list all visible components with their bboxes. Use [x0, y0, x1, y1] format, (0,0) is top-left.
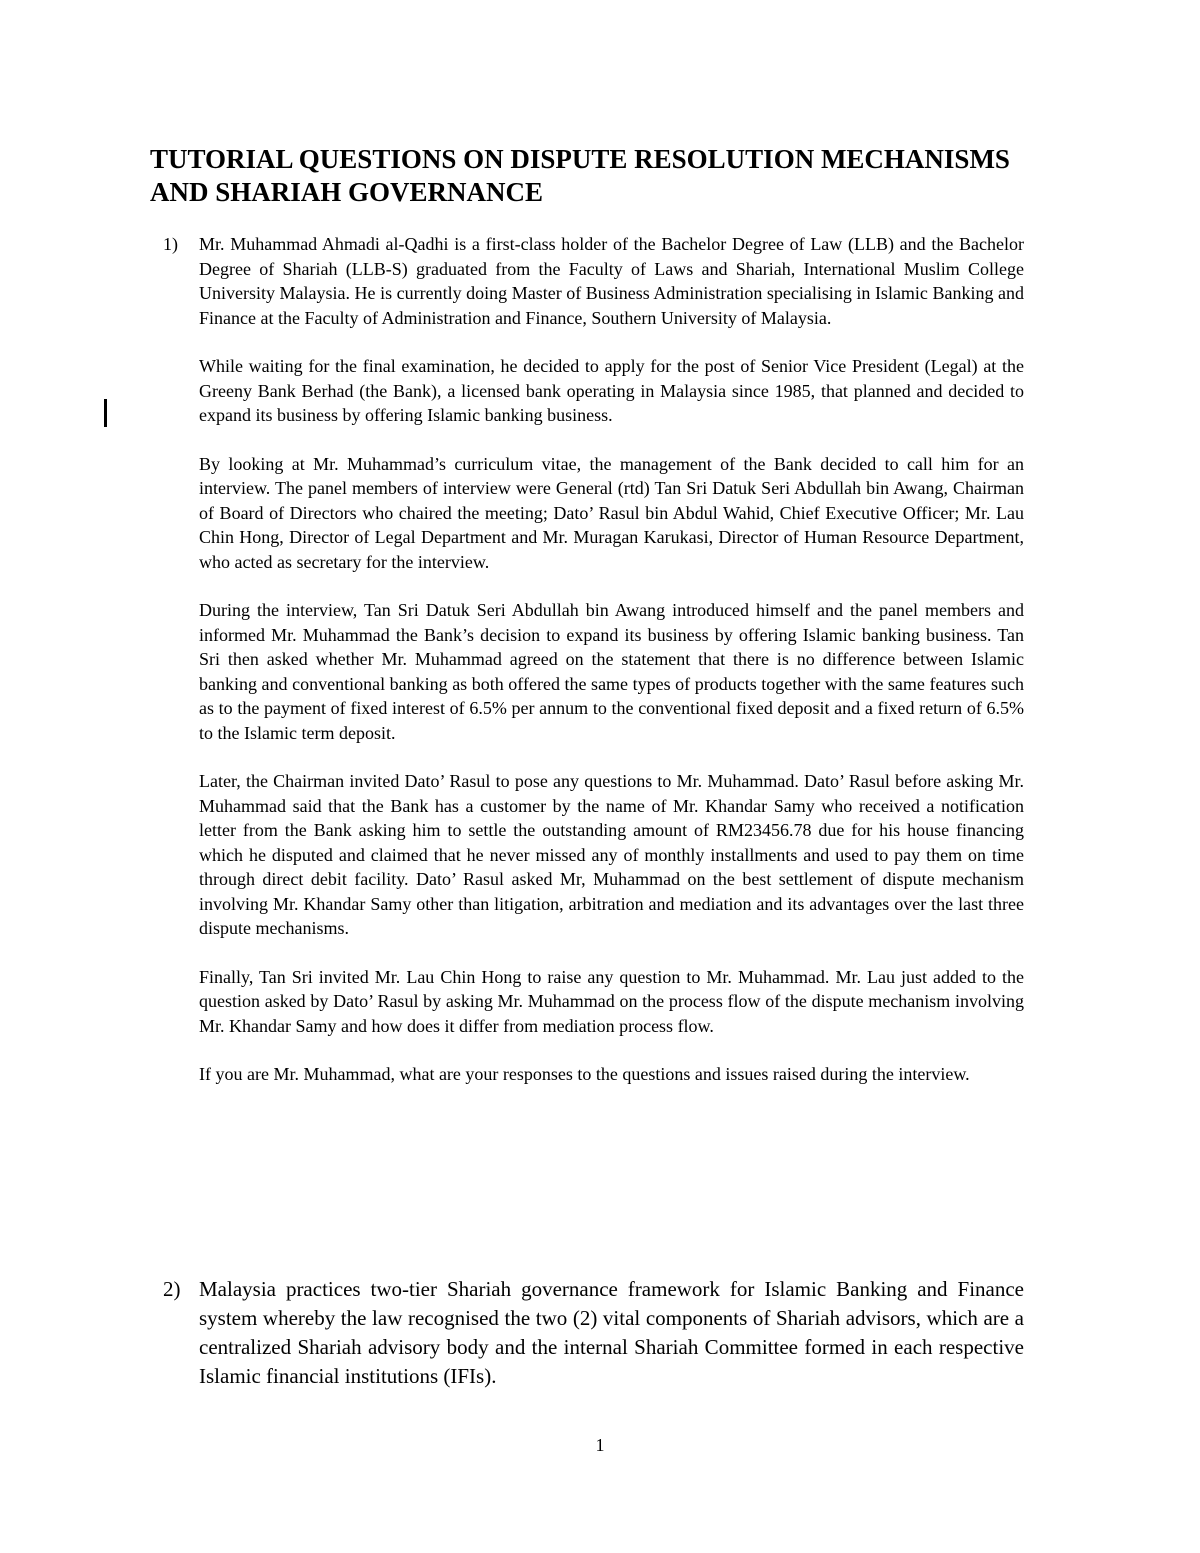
question-1-body	[199, 232, 1024, 1111]
document-title: TUTORIAL QUESTIONS ON DISPUTE RESOLUTION MECHANISMS AND SHARIAH GOVERNANCE	[150, 144, 1010, 207]
question-1-paragraph-process-flow: Finally, Tan Sri invited Mr. Lau Chin Hong to raise any question to Mr. Muhammad. Mr. Lau just added to the question asked by Dato’ Rasul by asking Mr. Muhammad on the process flow of the dispute mechanism involving Mr. Khandar Samy and how does it differ from mediation process flow.	[199, 966, 1024, 1036]
question-1-number: 1)	[163, 234, 178, 254]
question-1-paragraph-interview: During the interview, Tan Sri Datuk Seri Abdullah bin Awang introduced himself and the panel members and informed Mr. Muhammad the Bank’s decision to expand its business by offering Islamic banking business. Tan Sri then asked whether Mr. Muhammad agreed on the statement that there is no difference between Islamic banking and conventional banking as both offered the same types of products together with the same features such as to the payment of fixed interest of 6.5% per annum to the conventional fixed deposit and a fixed return of 6.5% to the Islamic term deposit.	[199, 600, 1024, 743]
question-1-paragraph-background: Mr. Muhammad Ahmadi al-Qadhi is a first-class holder of the Bachelor Degree of Law (LLB) and the Bachelor Degree of Shariah (LLB-S) graduated from the Faculty of Laws and Shariah, International Muslim College University Malaysia. He is currently doing Master of Business Administration specialising in Islamic Banking and Finance at the Faculty of Administration and Finance, Southern University of Malaysia.	[199, 234, 1024, 328]
question-1-paragraph-dispute: Later, the Chairman invited Dato’ Rasul to pose any questions to Mr. Muhammad. Dato’ Rasul before asking Mr. Muhammad said that the Bank has a customer by the name of Mr. Khandar Samy who received a notification letter from the Bank asking him to settle the outstanding amount of RM23456.78 due for his house financing which he disputed and claimed that he never missed any of monthly installments and used to pay them on time through direct debit facility. Dato’ Rasul asked Mr, Muhammad on the best settlement of dispute mechanism involving Mr. Khandar Samy other than litigation, arbitration and mediation and its advantages over the last three dispute mechanisms.	[199, 771, 1024, 938]
page-number: 1	[595, 1435, 605, 1455]
question-2-number: 2)	[163, 1277, 181, 1301]
question-1-paragraph-application: While waiting for the final examination, he decided to apply for the post of Senior Vice President (Legal) at the Greeny Bank Berhad (the Bank), a licensed bank operating in Malaysia since 1985, that planned and decided to expand its business by offering Islamic banking business.	[199, 356, 1024, 425]
question-1-paragraph-panel: By looking at Mr. Muhammad’s curriculum vitae, the management of the Bank decided to call him for an interview. The panel members of interview were General (rtd) Tan Sri Datuk Seri Abdullah bin Awang, Chairman of Board of Directors who chaired the meeting; Dato’ Rasul bin Abdul Wahid, Chief Executive Officer; Mr. Lau Chin Hong, Director of Legal Department and Mr. Muragan Karukasi, Director of Human Resource Department, who acted as secretary for the interview.	[199, 453, 1024, 572]
question-2-text: Malaysia practices two-tier Shariah governance framework for Islamic Banking and Finance system whereby the law recognised the two (2) vital components of Shariah advisors, which are a centralized Shariah advisory body and the internal Shariah Committee formed in each respective Islamic financial institutions (IFIs).	[199, 1277, 1024, 1388]
change-revision-bar	[104, 399, 107, 427]
question-1-paragraph-task: If you are Mr. Muhammad, what are your responses to the questions and issues raised during the interview.	[199, 1064, 970, 1084]
